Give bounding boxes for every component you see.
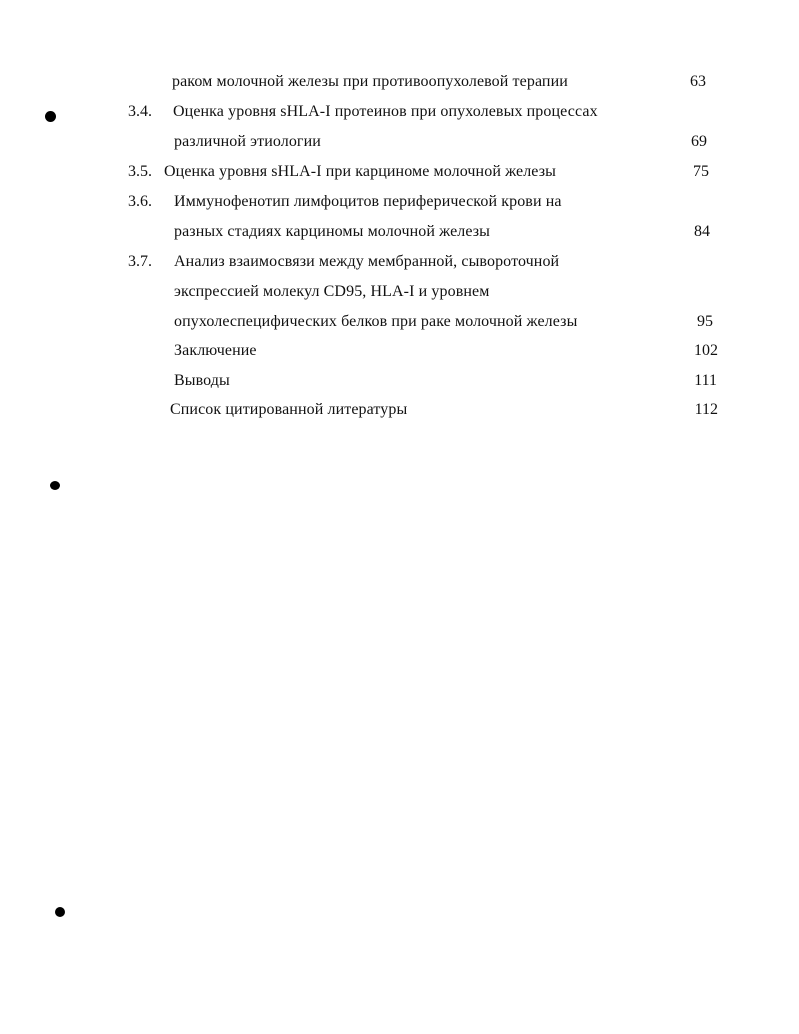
toc-entry-page: 111 bbox=[694, 372, 717, 389]
toc-entry-text: опухолеспецифических белков при раке молочной железы bbox=[174, 313, 578, 330]
toc-entry-number: 3.4. bbox=[128, 103, 152, 120]
toc-entry-page: 102 bbox=[694, 342, 718, 359]
punch-hole-mark bbox=[55, 907, 65, 917]
toc-entry-text: Оценка уровня sHLA-I при карциноме молочной железы bbox=[164, 163, 556, 180]
toc-entry-page: 63 bbox=[690, 73, 706, 90]
toc-entry-number: 3.7. bbox=[128, 253, 152, 270]
toc-entry-text: экспрессией молекул CD95, HLA-I и уровнем bbox=[174, 283, 490, 300]
toc-entry-page: 69 bbox=[691, 133, 707, 150]
toc-entry-text: Список цитированной литературы bbox=[170, 401, 408, 418]
toc-entry-text: различной этиологии bbox=[174, 133, 321, 150]
toc-entry-page: 112 bbox=[694, 401, 718, 418]
toc-entry-text: Оценка уровня sHLA-I протеинов при опухолевых процессах bbox=[173, 103, 598, 120]
toc-entry-number: 3.6. bbox=[128, 193, 152, 210]
toc-entry-text: Заключение bbox=[174, 342, 257, 359]
toc-entry-page: 84 bbox=[694, 223, 710, 240]
toc-entry-text: раком молочной железы при противоопухолевой терапии bbox=[172, 73, 568, 90]
toc-entry-text: разных стадиях карциномы молочной железы bbox=[174, 223, 491, 240]
punch-hole-mark bbox=[50, 481, 60, 490]
toc-entry-text: Анализ взаимосвязи между мембранной, сывороточной bbox=[174, 253, 560, 270]
toc-entry-text: Иммунофенотип лимфоцитов периферической крови на bbox=[174, 193, 562, 210]
punch-hole-mark bbox=[45, 111, 56, 122]
toc-entry-page: 75 bbox=[693, 163, 709, 180]
toc-entry-page: 95 bbox=[697, 313, 713, 330]
toc-entry-number: 3.5. bbox=[128, 163, 152, 180]
toc-entry-text: Выводы bbox=[174, 372, 230, 389]
